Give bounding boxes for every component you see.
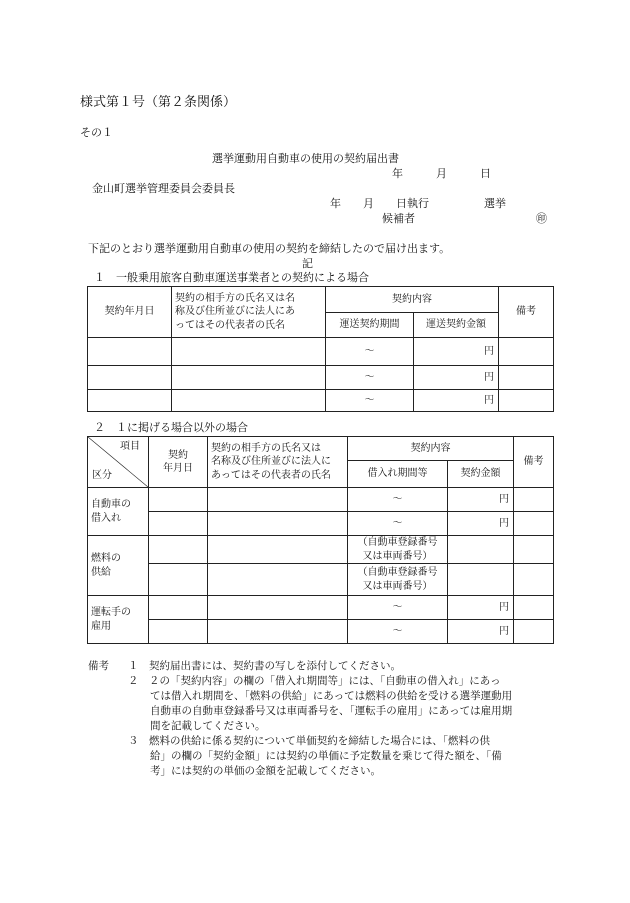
amount-cell[interactable]: 円 (414, 338, 499, 366)
col-rental-period: 借入れ期間等 (348, 461, 448, 488)
part-label: その１ (80, 126, 113, 139)
election-line: 年 月 日執行 選挙 (330, 197, 506, 210)
category-fuel-supply: 燃料の 供給 (88, 536, 149, 596)
table-cell[interactable] (149, 512, 208, 536)
section1-table (87, 286, 554, 412)
table-cell[interactable] (448, 564, 514, 596)
table-cell[interactable] (149, 596, 208, 620)
section2-table (87, 436, 554, 644)
notes-label: 備考 (88, 660, 109, 672)
candidate-label: 候補者 (382, 212, 415, 225)
period-cell[interactable]: ～ (348, 512, 448, 536)
section2-heading: ２ １に掲げる場合以外の場合 (94, 421, 248, 434)
table-cell[interactable] (514, 596, 554, 620)
section1-heading: １ 一般乗用旅客自動車運送事業者との契約による場合 (94, 271, 369, 284)
intro-text: 下記のとおり選挙運動用自動車の使用の契約を締結したので届け出ます。 (88, 242, 451, 255)
table-cell[interactable] (499, 366, 554, 390)
category-driver-employment: 運転手の 雇用 (88, 596, 149, 644)
table-cell[interactable] (208, 564, 348, 596)
note-2-line-4: 間を記載してください。 (150, 720, 266, 732)
note-3-line-2: 給」の欄の「契約金額」には契約の単価に予定数量を乗じて得た額を、「備 (150, 750, 502, 762)
table-cell[interactable] (499, 390, 554, 412)
col-contract-date: 契約 年月日 (149, 437, 208, 488)
table-cell[interactable] (172, 366, 326, 390)
col-counterparty: 契約の相手方の氏名又は名 称及び住所並びに法人にあ ってはその代表者の氏名 (172, 287, 326, 338)
seal-mark: ㊞ (536, 212, 547, 225)
amount-cell[interactable]: 円 (414, 366, 499, 390)
amount-cell[interactable]: 円 (448, 596, 514, 620)
table-cell[interactable] (88, 338, 172, 366)
table-cell[interactable] (149, 620, 208, 644)
table-cell[interactable] (172, 338, 326, 366)
period-cell[interactable]: ～ (326, 338, 414, 366)
table-cell[interactable] (149, 564, 208, 596)
table-cell[interactable] (88, 366, 172, 390)
vehicle-number-cell[interactable]: （自動車登録番号 又は車両番号） (348, 536, 448, 564)
amount-cell[interactable]: 円 (448, 620, 514, 644)
table-cell[interactable] (88, 390, 172, 412)
col-contract-content: 契約内容 (348, 437, 514, 461)
col-transport-amount: 運送契約金額 (414, 313, 499, 338)
ki-label: 記 (302, 257, 313, 270)
col-contract-date: 契約年月日 (88, 287, 172, 338)
period-cell[interactable]: ～ (348, 620, 448, 644)
amount-cell[interactable]: 円 (414, 390, 499, 412)
table-cell[interactable] (149, 536, 208, 564)
col-remarks: 備考 (514, 437, 554, 488)
table-cell[interactable] (208, 620, 348, 644)
amount-cell[interactable]: 円 (448, 512, 514, 536)
table-cell[interactable] (172, 390, 326, 412)
period-cell[interactable]: ～ (326, 366, 414, 390)
note-2-line-3: 自動車の自動車登録番号又は車両番号を、「運転手の雇用」にあっては雇用期 (150, 705, 513, 717)
table-cell[interactable] (514, 620, 554, 644)
col-contract-content: 契約内容 (326, 287, 499, 313)
col-transport-period: 運送契約期間 (326, 313, 414, 338)
col-counterparty: 契約の相手方の氏名又は 名称及び住所並びに法人に あってはその代表者の氏名 (208, 437, 348, 488)
document-title: 選挙運動用自動車の使用の契約届出書 (212, 152, 399, 165)
col-remarks: 備考 (499, 287, 554, 338)
table-cell[interactable] (208, 488, 348, 512)
submission-date: 年 月 日 (392, 167, 491, 180)
period-cell[interactable]: ～ (348, 488, 448, 512)
note-1: １ 契約届出書には、契約書の写しを添付してください。 (128, 660, 401, 672)
period-cell[interactable]: ～ (348, 596, 448, 620)
table-cell[interactable] (208, 536, 348, 564)
note-2-line-1: ２ ２の「契約内容」の欄の「借入れ期間等」には、「自動車の借入れ」にあっ (128, 675, 501, 687)
item-category-header: 項目 区分 (88, 437, 149, 488)
addressee: 金山町選挙管理委員会委員長 (92, 182, 235, 195)
note-2-line-2: ては借入れ期間を、「燃料の供給」にあっては燃料の供給を受ける選挙運動用 (150, 690, 513, 702)
form-number: 様式第１号（第２条関係） (80, 95, 237, 110)
category-car-rental: 自動車の 借入れ (88, 488, 149, 536)
table-cell[interactable] (208, 596, 348, 620)
table-cell[interactable] (448, 536, 514, 564)
col-contract-amount: 契約金額 (448, 461, 514, 488)
table-cell[interactable] (514, 564, 554, 596)
note-3-line-3: 考」には契約の単価の金額を記載してください。 (150, 765, 381, 777)
table-cell[interactable] (514, 488, 554, 512)
amount-cell[interactable]: 円 (448, 488, 514, 512)
table-cell[interactable] (149, 488, 208, 512)
vehicle-number-cell[interactable]: （自動車登録番号 又は車両番号） (348, 564, 448, 596)
table-cell[interactable] (499, 338, 554, 366)
table-cell[interactable] (208, 512, 348, 536)
table-cell[interactable] (514, 512, 554, 536)
note-3-line-1: ３ 燃料の供給に係る契約について単価契約を締結した場合には、「燃料の供 (128, 735, 491, 747)
period-cell[interactable]: ～ (326, 390, 414, 412)
table-cell[interactable] (514, 536, 554, 564)
